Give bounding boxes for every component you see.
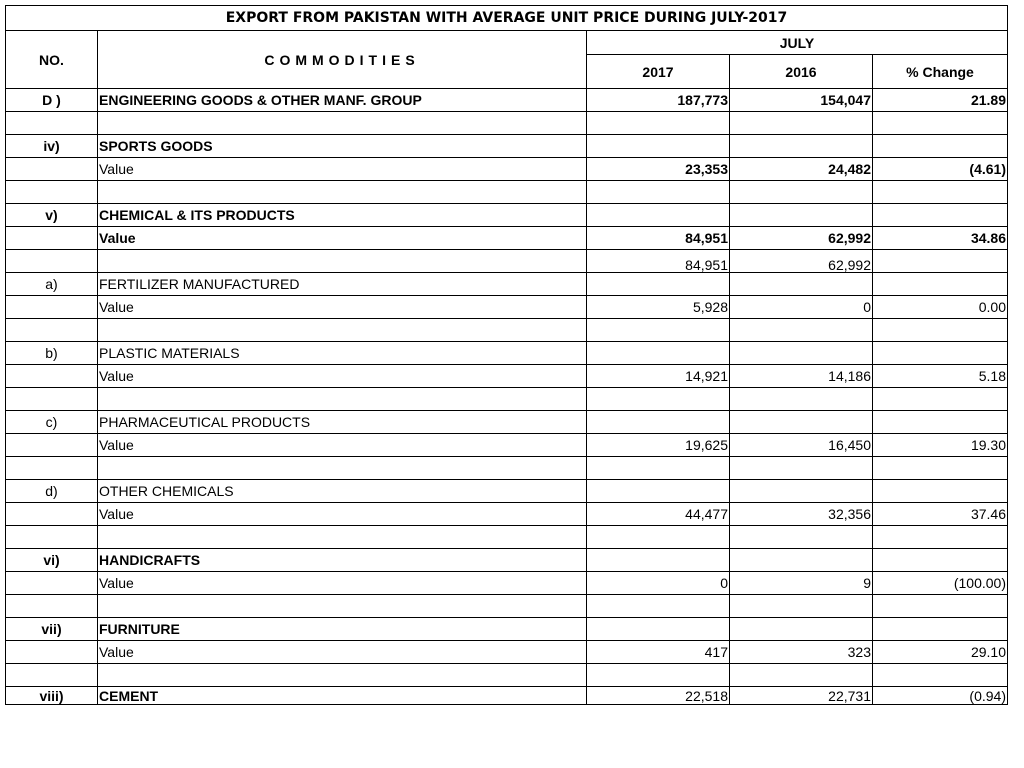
percent-change-cell — [873, 250, 1008, 273]
table-row — [6, 618, 1008, 641]
value-2016-cell: 24,482 — [730, 158, 873, 181]
row-number-cell — [6, 572, 98, 595]
row-number-cell: d) — [6, 480, 98, 503]
percent-change-cell — [873, 319, 1008, 342]
row-number-cell — [6, 112, 98, 135]
percent-change-cell: 21.89 — [873, 89, 1008, 112]
value-2017-cell — [587, 204, 730, 227]
table-row — [6, 273, 1008, 296]
value-2017-cell: 14,921 — [587, 365, 730, 388]
value-2017-cell: 44,477 — [587, 503, 730, 526]
table-row — [6, 664, 1008, 687]
table-row — [6, 687, 1008, 705]
row-number-cell: a) — [6, 273, 98, 296]
value-2016-cell: 0 — [730, 296, 873, 319]
value-2017-cell — [587, 595, 730, 618]
table-row — [6, 411, 1008, 434]
row-number-cell: D ) — [6, 89, 98, 112]
value-2017-cell: 84,951 — [587, 250, 730, 273]
value-2016-cell: 323 — [730, 641, 873, 664]
header-year-2017: 2017 — [587, 55, 730, 89]
row-number-cell — [6, 158, 98, 181]
table-row — [6, 480, 1008, 503]
commodity-name-cell: Value — [98, 572, 587, 595]
value-2017-cell — [587, 181, 730, 204]
table-row — [6, 388, 1008, 411]
value-2017-cell — [587, 342, 730, 365]
value-2017-cell — [587, 664, 730, 687]
table-row — [6, 112, 1008, 135]
header-percent-change: % Change — [873, 55, 1008, 89]
row-number-cell: iv) — [6, 135, 98, 158]
row-number-cell: v) — [6, 204, 98, 227]
table-row — [6, 158, 1008, 181]
table-row — [6, 572, 1008, 595]
commodity-name-cell: OTHER CHEMICALS — [98, 480, 587, 503]
value-2016-cell — [730, 526, 873, 549]
percent-change-cell — [873, 457, 1008, 480]
value-2017-cell — [587, 112, 730, 135]
percent-change-cell — [873, 526, 1008, 549]
value-2017-cell — [587, 319, 730, 342]
value-2017-cell: 187,773 — [587, 89, 730, 112]
commodity-name-cell: ENGINEERING GOODS & OTHER MANF. GROUP — [98, 89, 587, 112]
value-2017-cell — [587, 135, 730, 158]
row-number-cell: vii) — [6, 618, 98, 641]
row-number-cell — [6, 434, 98, 457]
percent-change-cell: 19.30 — [873, 434, 1008, 457]
header-commodities: COMMODITIES — [98, 31, 587, 89]
value-2016-cell — [730, 388, 873, 411]
table-row — [6, 503, 1008, 526]
commodity-name-cell — [98, 526, 587, 549]
value-2016-cell — [730, 549, 873, 572]
commodity-name-cell — [98, 319, 587, 342]
percent-change-cell — [873, 112, 1008, 135]
row-number-cell — [6, 227, 98, 250]
commodity-name-cell: Value — [98, 365, 587, 388]
value-2016-cell — [730, 273, 873, 296]
percent-change-cell: 5.18 — [873, 365, 1008, 388]
commodity-name-cell: CEMENT — [98, 687, 587, 705]
percent-change-cell: 0.00 — [873, 296, 1008, 319]
value-2016-cell — [730, 204, 873, 227]
percent-change-cell: (100.00) — [873, 572, 1008, 595]
value-2016-cell: 14,186 — [730, 365, 873, 388]
row-number-cell — [6, 365, 98, 388]
commodity-name-cell — [98, 388, 587, 411]
value-2016-cell: 62,992 — [730, 250, 873, 273]
commodity-name-cell — [98, 595, 587, 618]
row-number-cell: viii) — [6, 687, 98, 705]
row-number-cell — [6, 250, 98, 273]
value-2017-cell — [587, 411, 730, 434]
commodity-name-cell — [98, 250, 587, 273]
row-number-cell: b) — [6, 342, 98, 365]
value-2016-cell: 9 — [730, 572, 873, 595]
value-2016-cell — [730, 480, 873, 503]
value-2016-cell — [730, 181, 873, 204]
row-number-cell — [6, 296, 98, 319]
commodity-name-cell: PHARMACEUTICAL PRODUCTS — [98, 411, 587, 434]
percent-change-cell — [873, 342, 1008, 365]
value-2016-cell — [730, 112, 873, 135]
percent-change-cell — [873, 480, 1008, 503]
value-2016-cell — [730, 342, 873, 365]
value-2017-cell — [587, 549, 730, 572]
value-2016-cell: 62,992 — [730, 227, 873, 250]
commodity-name-cell: Value — [98, 434, 587, 457]
percent-change-cell — [873, 664, 1008, 687]
commodity-name-cell: Value — [98, 503, 587, 526]
commodity-name-cell: Value — [98, 296, 587, 319]
row-number-cell — [6, 388, 98, 411]
value-2016-cell — [730, 595, 873, 618]
table-row — [6, 641, 1008, 664]
value-2017-cell — [587, 273, 730, 296]
header-no: NO. — [6, 31, 98, 89]
value-2017-cell — [587, 457, 730, 480]
table-row — [6, 89, 1008, 112]
commodity-name-cell — [98, 112, 587, 135]
table-row — [6, 457, 1008, 480]
table-row — [6, 434, 1008, 457]
commodity-name-cell — [98, 181, 587, 204]
value-2016-cell — [730, 664, 873, 687]
table-row — [6, 526, 1008, 549]
export-table — [5, 5, 1008, 705]
percent-change-cell: 34.86 — [873, 227, 1008, 250]
value-2017-cell: 19,625 — [587, 434, 730, 457]
table-row — [6, 319, 1008, 342]
percent-change-cell: 29.10 — [873, 641, 1008, 664]
commodity-name-cell: SPORTS GOODS — [98, 135, 587, 158]
percent-change-cell — [873, 595, 1008, 618]
value-2016-cell: 22,731 — [730, 687, 873, 705]
value-2016-cell: 154,047 — [730, 89, 873, 112]
value-2017-cell: 23,353 — [587, 158, 730, 181]
commodity-name-cell — [98, 664, 587, 687]
row-number-cell — [6, 503, 98, 526]
value-2016-cell: 16,450 — [730, 434, 873, 457]
percent-change-cell — [873, 549, 1008, 572]
value-2017-cell — [587, 480, 730, 503]
row-number-cell — [6, 526, 98, 549]
header-year-2016: 2016 — [730, 55, 873, 89]
percent-change-cell — [873, 411, 1008, 434]
value-2016-cell — [730, 135, 873, 158]
commodity-name-cell: PLASTIC MATERIALS — [98, 342, 587, 365]
value-2017-cell — [587, 526, 730, 549]
commodity-name-cell: Value — [98, 227, 587, 250]
value-2017-cell — [587, 618, 730, 641]
percent-change-cell: (0.94) — [873, 687, 1008, 705]
table-row — [6, 595, 1008, 618]
commodity-name-cell: Value — [98, 641, 587, 664]
commodity-name-cell — [98, 457, 587, 480]
value-2016-cell — [730, 457, 873, 480]
percent-change-cell — [873, 204, 1008, 227]
row-number-cell — [6, 641, 98, 664]
row-number-cell — [6, 457, 98, 480]
value-2016-cell — [730, 618, 873, 641]
table-row — [6, 296, 1008, 319]
table-row — [6, 227, 1008, 250]
percent-change-cell — [873, 273, 1008, 296]
value-2017-cell: 84,951 — [587, 227, 730, 250]
row-number-cell: c) — [6, 411, 98, 434]
value-2017-cell: 22,518 — [587, 687, 730, 705]
commodity-name-cell: FURNITURE — [98, 618, 587, 641]
commodity-name-cell: FERTILIZER MANUFACTURED — [98, 273, 587, 296]
commodity-name-cell: HANDICRAFTS — [98, 549, 587, 572]
commodity-name-cell: Value — [98, 158, 587, 181]
percent-change-cell: (4.61) — [873, 158, 1008, 181]
table-row — [6, 250, 1008, 273]
percent-change-cell — [873, 388, 1008, 411]
value-2016-cell — [730, 319, 873, 342]
percent-change-cell — [873, 618, 1008, 641]
header-period: JULY — [587, 31, 1008, 55]
row-number-cell — [6, 595, 98, 618]
row-number-cell — [6, 664, 98, 687]
value-2017-cell: 417 — [587, 641, 730, 664]
table-row — [6, 549, 1008, 572]
value-2017-cell: 5,928 — [587, 296, 730, 319]
value-2016-cell: 32,356 — [730, 503, 873, 526]
table-row — [6, 204, 1008, 227]
commodity-name-cell: CHEMICAL & ITS PRODUCTS — [98, 204, 587, 227]
value-2016-cell — [730, 411, 873, 434]
percent-change-cell — [873, 181, 1008, 204]
table-row — [6, 181, 1008, 204]
value-2017-cell — [587, 388, 730, 411]
table-row — [6, 135, 1008, 158]
table-row — [6, 365, 1008, 388]
row-number-cell: vi) — [6, 549, 98, 572]
row-number-cell — [6, 181, 98, 204]
table-row — [6, 342, 1008, 365]
percent-change-cell — [873, 135, 1008, 158]
table-title: EXPORT FROM PAKISTAN WITH AVERAGE UNIT PRICE DURING JULY-2017 — [6, 6, 1008, 31]
percent-change-cell: 37.46 — [873, 503, 1008, 526]
row-number-cell — [6, 319, 98, 342]
value-2017-cell: 0 — [587, 572, 730, 595]
